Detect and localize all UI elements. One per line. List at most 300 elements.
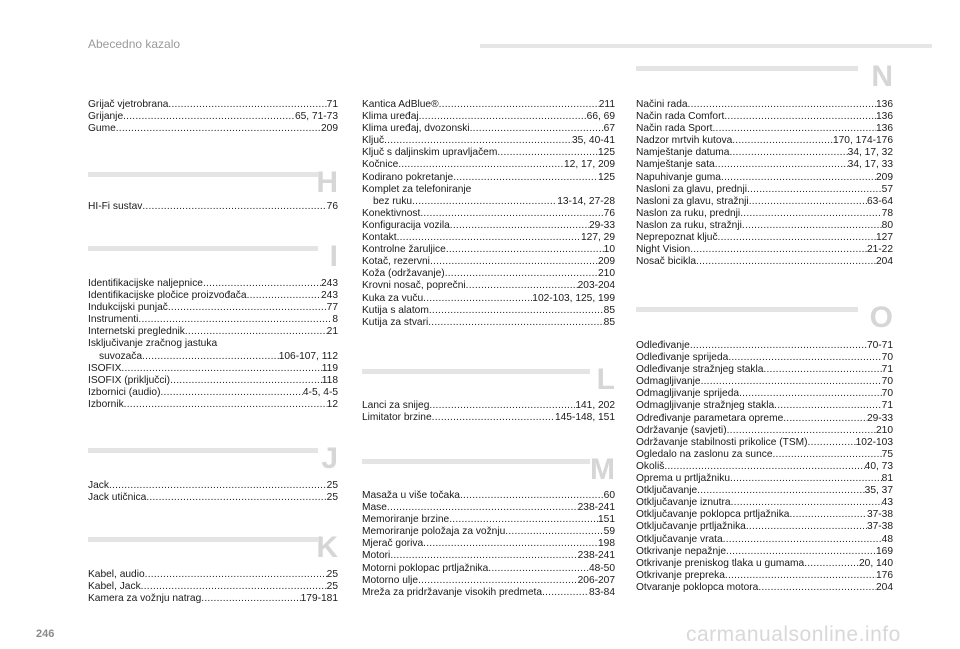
index-entry (88, 387, 338, 399)
letter-bar (636, 307, 858, 312)
letter-bar (636, 66, 858, 71)
index-group-l (362, 400, 615, 424)
index-entry-pages: 8 (332, 314, 338, 326)
index-entry-pages: 12, 17, 209 (564, 159, 615, 171)
index-entry-term: ISOFIX (88, 362, 122, 374)
index-entry (636, 352, 893, 364)
index-entry-term: Otvaranje poklopca motora (636, 581, 759, 593)
index-entry-pages: 29-33 (588, 219, 615, 231)
index-entry (636, 135, 893, 147)
dot-leader (138, 314, 332, 326)
dot-leader (718, 232, 876, 244)
index-entry-term: Isključivanje zračnog jastuka (88, 338, 218, 350)
index-entry (636, 159, 893, 171)
index-entry-pages: 209 (321, 123, 338, 135)
index-entry (636, 256, 893, 268)
index-group-g (88, 99, 338, 135)
index-entry (362, 575, 615, 587)
index-entry-term: Otkrivanje prepreka (636, 569, 725, 581)
index-entry (88, 375, 338, 387)
index-entry (88, 201, 338, 213)
index-entry (88, 302, 338, 314)
index-entry-pages: 169 (876, 545, 893, 557)
dot-leader (429, 305, 604, 317)
index-entry-term: Odleđivanje stražnjeg stakla (636, 364, 764, 376)
index-entry-pages: 35, 40-41 (571, 135, 615, 147)
dot-leader (742, 220, 882, 232)
dot-leader (749, 196, 867, 208)
index-entry-term: Odleđivanje sprijeda (636, 352, 729, 364)
dot-leader (123, 111, 295, 123)
index-entry-pages: 13-14, 27-28 (557, 195, 615, 207)
index-entry-pages: 176 (876, 569, 893, 581)
index-entry (362, 538, 615, 550)
index-entry-term: Otključavanje iznutra (636, 497, 731, 509)
page-number: 246 (36, 628, 55, 640)
index-entry (636, 111, 893, 123)
index-entry-term: Internetski preglednik (88, 326, 185, 338)
index-entry-pages: 151 (598, 514, 615, 526)
dot-leader (142, 201, 326, 213)
index-entry-pages: 204 (876, 581, 893, 593)
index-entry-term: Mjerač goriva (362, 538, 424, 550)
dot-leader (423, 293, 532, 305)
index-entry-pages: 70 (881, 388, 893, 400)
index-entry-term: Masaža u više točaka (362, 490, 460, 501)
letter-heading-k: K (316, 531, 338, 564)
dot-leader (384, 135, 572, 147)
dot-leader (445, 268, 598, 280)
dot-leader (731, 497, 882, 509)
index-entry-term: Grijanje (88, 111, 124, 123)
index-entry-term: ISOFIX (priključci) (88, 374, 171, 386)
index-entry-pages: 206-207 (577, 574, 615, 586)
index-entry-term: Oprema u prtljažniku (636, 473, 730, 485)
letter-bar (88, 448, 318, 453)
index-entry-term: Napuhivanje guma (636, 171, 721, 183)
index-entry-pages: 25 (326, 480, 338, 491)
dot-leader (723, 534, 882, 546)
index-entry-term: Izbornik (88, 398, 124, 410)
dot-leader (701, 376, 882, 388)
index-entry-term: Motorni poklopac prtljažnika (362, 562, 489, 574)
index-entry-term: Krovni nosač, poprečni (362, 280, 466, 292)
dot-leader (696, 256, 876, 268)
index-entry (636, 546, 893, 558)
index-entry-pages: 85 (603, 304, 615, 316)
index-entry-pages: 76 (603, 207, 615, 219)
index-entry-term: Konektivnost (362, 207, 421, 219)
index-entry-term: Održavanje stabilnosti prikolice (TSM) (636, 436, 808, 448)
index-entry-term: Mreža za pridržavanje visokih predmeta (362, 586, 543, 598)
index-entry (362, 490, 615, 502)
index-entry-term: Održavanje (savjeti) (636, 424, 727, 436)
dot-leader (247, 290, 321, 302)
index-group-n (636, 99, 893, 268)
index-entry (362, 172, 615, 184)
index-entry-term: Indukcijski punjač (88, 302, 168, 314)
index-entry-term: Načini rada (636, 99, 688, 110)
dot-leader (109, 480, 327, 492)
dot-leader (397, 232, 581, 244)
dot-leader (387, 502, 578, 514)
index-entry-term: Ključ s daljinskim upravljačem (362, 147, 498, 159)
index-group-k (88, 569, 338, 605)
dot-leader (170, 375, 322, 387)
index-entry-pages: 127 (876, 232, 893, 244)
index-entry-pages: 70-71 (866, 340, 893, 351)
dot-leader (390, 550, 577, 562)
index-entry (362, 135, 615, 147)
index-entry (636, 244, 893, 256)
index-entry-term: Memoriranje brzine (362, 514, 450, 526)
index-entry-pages: 63-64 (866, 195, 893, 207)
letter-heading-o: O (869, 301, 893, 334)
index-entry-pages: 203-204 (577, 280, 615, 292)
dot-leader (727, 425, 876, 437)
index-entry-pages: 211 (598, 99, 615, 110)
index-entry (636, 232, 893, 244)
dot-leader (430, 256, 598, 268)
dot-leader (808, 437, 856, 449)
index-group-h (88, 201, 338, 213)
index-entry-pages: 210 (876, 424, 893, 436)
index-entry-pages: 48-50 (588, 562, 615, 574)
index-entry (636, 400, 893, 412)
index-entry-term: Memoriranje položaja za vožnju (362, 526, 506, 538)
index-entry (636, 521, 893, 533)
index-entry (362, 400, 615, 412)
dot-leader (774, 400, 881, 412)
index-entry-pages: 102-103 (855, 436, 893, 448)
index-entry (362, 208, 615, 220)
index-entry-term: Kamera za vožnju natrag (88, 593, 202, 605)
index-entry-term: Klima uređaj, dvozonski (362, 123, 470, 135)
index-entry (636, 364, 893, 376)
dot-leader (726, 546, 876, 558)
index-entry-pages: 83-84 (588, 586, 615, 598)
index-entry-term: Kotač, rezervni (362, 256, 430, 268)
index-group-i (88, 278, 338, 411)
index-entry (88, 278, 338, 290)
index-entry-term: Grijač vjetrobrana (88, 99, 169, 110)
dot-leader (449, 514, 598, 526)
index-entry-term: Ogledalo na zaslonu za sunce (636, 448, 773, 460)
dot-leader (773, 449, 882, 461)
index-entry (636, 99, 893, 111)
index-entry (636, 172, 893, 184)
index-entry-term: Motori (362, 550, 391, 562)
index-entry-term: Kočnice (362, 159, 399, 171)
letter-bar (362, 369, 590, 374)
dot-leader (185, 326, 327, 338)
letter-bar (88, 246, 318, 251)
index-entry-term: Kutija za stvari (362, 316, 429, 328)
index-entry (362, 502, 615, 514)
index-entry-term: Nasloni za glavu, stražnji (636, 195, 749, 207)
index-entry-term: Ključ (362, 135, 385, 147)
index-entry-pages: 141, 202 (575, 400, 615, 411)
index-entry-pages: 243 (321, 290, 338, 302)
dot-leader (729, 147, 847, 159)
index-entry-pages: 210 (598, 268, 615, 280)
index-entry-pages: 34, 17, 32 (847, 147, 893, 159)
index-group-k-cont (362, 99, 615, 329)
index-entry-term: Naslon za ruku, stražnji (636, 219, 742, 231)
index-entry-term: Night Vision (636, 244, 691, 256)
index-entry-pages: 136 (876, 99, 893, 110)
index-entry (636, 413, 893, 425)
index-entry-term: Namještanje datuma (636, 147, 730, 159)
index-entry-pages: 25 (326, 569, 338, 580)
index-entry-term: Gume (88, 123, 116, 135)
index-entry-pages: 12 (326, 398, 338, 410)
dot-leader (712, 123, 876, 135)
index-entry-pages: 37-38 (866, 521, 893, 533)
dot-leader (146, 492, 326, 504)
index-entry-pages: 198 (598, 538, 615, 550)
index-entry (88, 593, 338, 605)
index-entry (362, 526, 615, 538)
index-entry-pages: 102-103, 125, 199 (532, 292, 615, 304)
index-entry-pages: 4-5, 4-5 (302, 386, 338, 398)
index-entry (88, 480, 338, 492)
index-entry-term: Nadzor mrtvih kutova (636, 135, 733, 147)
index-entry (636, 220, 893, 232)
index-entry-pages: 21-22 (866, 244, 893, 256)
index-entry-pages: 76 (326, 201, 338, 212)
index-entry (362, 280, 615, 292)
header-divider (480, 44, 932, 48)
index-entry-term: Okoliš (636, 460, 665, 472)
index-entry-pages: 71 (881, 400, 893, 412)
index-entry (88, 569, 338, 581)
dot-leader (460, 490, 604, 502)
letter-divider-h (88, 166, 338, 200)
dot-leader (141, 581, 327, 593)
index-entry (636, 123, 893, 135)
index-entry (88, 363, 338, 375)
index-entry (636, 147, 893, 159)
dot-leader (412, 196, 557, 208)
index-entry-term: Klima uređaj (362, 111, 419, 123)
dot-leader (804, 558, 859, 570)
index-entry-term: Komplet za telefoniranje (362, 183, 472, 195)
index-entry-pages: 70 (881, 352, 893, 364)
dot-leader (725, 570, 876, 582)
index-entry (362, 587, 615, 599)
index-entry-term: Način rada Comfort (636, 111, 725, 123)
dot-leader (697, 485, 865, 497)
dot-leader (142, 351, 279, 363)
index-entry (362, 268, 615, 280)
index-entry-term: Kuka za vuču (362, 292, 424, 304)
dot-leader (715, 159, 848, 171)
index-entry (88, 123, 338, 135)
index-entry-term: Neprepoznat ključ (636, 232, 718, 244)
index-entry (636, 473, 893, 485)
index-entry (636, 184, 893, 196)
index-entry-term: Limitator brzine (362, 412, 432, 424)
dot-leader (497, 147, 598, 159)
dot-leader (168, 302, 327, 314)
index-entry-term: Određivanje parametara opreme (636, 412, 784, 424)
dot-leader (418, 575, 578, 587)
dot-leader (688, 99, 876, 111)
index-entry-term: Instrumenti (88, 314, 139, 326)
dot-leader (116, 123, 321, 135)
index-entry-pages: 204 (876, 256, 893, 268)
letter-divider-n (636, 60, 893, 94)
index-entry-term: Mase (362, 502, 387, 514)
index-entry-term: HI-Fi sustav (88, 201, 143, 212)
letter-bar (362, 459, 590, 464)
index-entry (636, 509, 893, 521)
index-entry (88, 581, 338, 593)
index-entry-pages: 179-181 (300, 593, 338, 605)
index-entry-term: Odmagljivanje sprijeda (636, 388, 740, 400)
dot-leader (724, 111, 876, 123)
index-entry (362, 196, 615, 208)
index-entry-pages: 125 (598, 147, 615, 159)
index-entry-term: Odleđivanje (636, 340, 690, 351)
dot-leader (446, 244, 604, 256)
dot-leader (763, 364, 881, 376)
dot-leader (428, 317, 603, 329)
index-entry (636, 437, 893, 449)
index-entry (362, 184, 615, 196)
index-entry-pages: 85 (603, 316, 615, 328)
index-entry-pages: 37-38 (866, 509, 893, 521)
index-entry-term: bez ruku (373, 195, 413, 207)
letter-divider-i (88, 240, 338, 274)
index-entry-term: Identifikacijske naljepnice (88, 278, 203, 289)
index-entry-pages: 71 (881, 364, 893, 376)
dot-leader (466, 280, 578, 292)
dot-leader (160, 387, 302, 399)
index-entry-term: Otkrivanje preniskog tlaka u gumama (636, 557, 805, 569)
dot-leader (453, 172, 598, 184)
index-entry-term: suvozača (99, 350, 143, 362)
index-entry-pages: 34, 17, 33 (847, 159, 893, 171)
index-entry-term: Kabel, audio (88, 569, 145, 580)
index-entry-pages: 25 (326, 581, 338, 593)
index-entry-pages: 243 (321, 278, 338, 289)
index-entry (362, 293, 615, 305)
index-entry-pages: 238-241 (577, 502, 615, 514)
dot-leader (690, 244, 867, 256)
index-entry-term: Otključavanje (636, 485, 698, 497)
dot-leader (439, 99, 599, 111)
watermark: carmanualsonline.info (686, 623, 901, 646)
index-entry (636, 425, 893, 437)
index-entry-term: Otključavanje vrata (636, 533, 723, 545)
index-entry (362, 123, 615, 135)
index-entry-term: Koža (održavanje) (362, 268, 445, 280)
index-entry-term: Odmagljivanje stražnjeg stakla (636, 400, 775, 412)
index-entry (88, 326, 338, 338)
index-entry (88, 290, 338, 302)
dot-leader (728, 352, 881, 364)
dot-leader (746, 521, 867, 533)
index-entry-pages: 77 (326, 302, 338, 314)
index-entry (88, 111, 338, 123)
index-entry-term: Nosač bicikla (636, 256, 697, 268)
dot-leader (664, 461, 864, 473)
dot-leader (398, 159, 564, 171)
index-entry-term: Naslon za ruku, prednji (636, 207, 741, 219)
index-entry (362, 317, 615, 329)
index-entry-pages: 43 (881, 497, 893, 509)
index-entry (362, 111, 615, 123)
letter-heading-m: M (590, 453, 615, 486)
dot-leader (124, 399, 327, 411)
index-entry (88, 99, 338, 111)
index-entry-term: Način rada Sport (636, 123, 713, 135)
index-entry-term: Namještanje sata (636, 159, 715, 171)
index-entry (636, 461, 893, 473)
letter-divider-j (88, 442, 338, 476)
index-entry-term: Konfiguracija vozila (362, 219, 450, 231)
letter-bar (88, 537, 318, 542)
index-entry-term: Jack (88, 480, 109, 491)
index-entry (362, 99, 615, 111)
index-entry (88, 314, 338, 326)
dot-leader (747, 184, 882, 196)
index-entry-pages: 10 (603, 244, 615, 256)
index-entry (362, 514, 615, 526)
dot-leader (732, 135, 833, 147)
index-entry-pages: 238-241 (577, 550, 615, 562)
letter-heading-l: L (596, 363, 615, 396)
index-entry-pages: 20, 140 (859, 557, 893, 569)
section-title: Abecedno kazalo (88, 37, 181, 51)
index-entry-term: Otkrivanje nepažnje (636, 545, 727, 557)
index-entry-pages: 70 (881, 376, 893, 388)
index-entry (362, 412, 615, 424)
index-entry-term: Jack utičnica (88, 492, 147, 504)
index-entry-pages: 67 (603, 123, 615, 135)
index-entry (636, 570, 893, 582)
index-entry-pages: 81 (881, 473, 893, 485)
index-entry-pages: 60 (603, 490, 615, 501)
index-group-o (636, 340, 893, 594)
index-entry-pages: 21 (326, 326, 338, 338)
index-entry-pages: 125 (598, 171, 615, 183)
dot-leader (423, 538, 598, 550)
index-entry-term: Izbornici (audio) (88, 386, 161, 398)
letter-divider-o (636, 301, 893, 335)
dot-leader (758, 582, 876, 594)
letter-heading-n: N (871, 60, 893, 93)
index-entry (636, 340, 893, 352)
index-entry (88, 492, 338, 504)
dot-leader (121, 363, 321, 375)
index-entry (636, 376, 893, 388)
letter-heading-j: J (321, 442, 338, 475)
dot-leader (740, 208, 881, 220)
index-entry (362, 159, 615, 171)
index-entry (636, 196, 893, 208)
dot-leader (690, 340, 867, 352)
dot-leader (488, 563, 589, 575)
dot-leader (203, 278, 321, 290)
index-entry-term: Identifikacijske pločice proizvođača (88, 290, 247, 302)
index-entry-pages: 170, 174-176 (832, 135, 893, 147)
index-entry-term: Kodirano pokretanje (362, 171, 454, 183)
index-entry-pages: 48 (881, 533, 893, 545)
index-entry-pages: 119 (321, 362, 338, 374)
